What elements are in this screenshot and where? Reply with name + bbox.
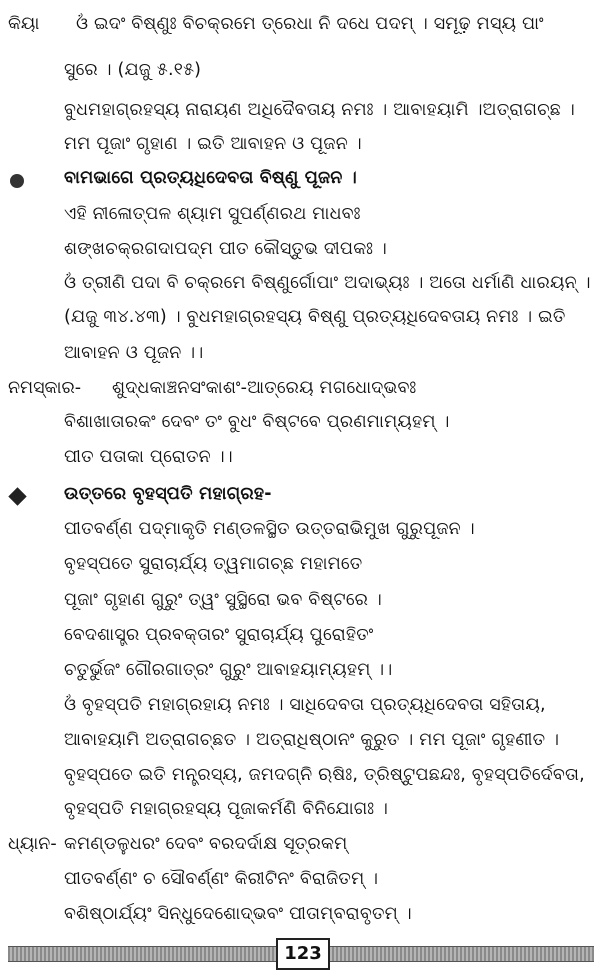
text-line: ମମ ପୂଜାଂ ଗୃହାଣ । ଇତି ଆବାହନ ଓ ପୂଜନ । — [64, 134, 362, 154]
text-line: ଏହି ନୀଳୋତ୍ପଳ ଶ୍ୟାମ ସୁପର୍ଣ୍ଣରଥ ମାଧବଃ — [64, 204, 361, 224]
text-line: ବୃହସ୍ପତେ ଇତି ମନ୍ତ୍ରସ୍ୟ, ଜମଦଗ୍ନି ଋଷିଃ, ତ୍ରିଷ୍ଟୁପଛନ୍ଦଃ, ବୃହସ୍ପତିର୍ଦେବତା, — [64, 765, 585, 785]
text-line: ଓଁ ତ୍ରୀଣି ପଦା ବି ଚକ୍ରମେ ବିଷ୍ଣୁର୍ଗୋପାଂ ଅଦାଭ୍ୟଃ । ଅତୋ ଧର୍ମାଣି ଧାରୟନ୍ । — [64, 273, 591, 293]
line-label: ଧ୍ୟାନ- — [8, 834, 57, 854]
text-line: ଶଙ୍ଖଚକ୍ରଗଦାପଦ୍ମ ପୀତ କୌସ୍ତୁଭ ଦୀପକଃ । — [64, 239, 387, 259]
text-line: ଓଁ ବୃହସ୍ପତି ମହାଗ୍ରହାୟ ନମଃ । ସାଧିଦେବତା ପ୍ରତ୍ୟଧିଦେବତା ସହିତାୟ, — [64, 695, 546, 715]
text-line: ବଶିଷ୍ଠାର୍ଯ୍ୟଂ ସିନ୍ଧୁଦେଶୋଦ୍ଭବଂ ପୀତାମ୍ବରାବୃତମ୍ । — [64, 904, 412, 924]
text-line: ପୀତବର୍ଣ୍ଣଂ ଚ ସୌବର୍ଣ୍ଣଂ କିରୀଟିନଂ ବିରାଜିତମ୍ । — [64, 869, 379, 889]
line-label: କିୟା — [8, 14, 40, 34]
text-line: ବୃହସ୍ପତି ମହାଗ୍ରହସ୍ୟ ପୂଜାକର୍ମଣି ବିନିଯୋଗଃ । — [64, 799, 389, 819]
text-line: ପୂଜାଂ ଗୃହାଣ ଗୁରୁଂ ତ୍ୱଂ ସୁସ୍ଥିରୋ ଭବ ବିଷ୍ଟରେ । — [64, 590, 382, 610]
text-line: ପୀତବର୍ଣ୍ଣ ପଦ୍ମାକୃତି ମଣ୍ଡଳସ୍ଥିତ ଉତ୍ତରାଭିମୁଖ ଗୁରୁପୂଜନ । — [64, 519, 475, 539]
section-heading: ଉତ୍ତରେ ବୃହସ୍ପତି ମହାଗ୍ରହ- — [64, 484, 272, 504]
line-label: ନମସ୍କାର- — [8, 378, 82, 398]
text-line: ବେଦଶାସ୍ତ୍ର ପ୍ରବକ୍ତାରଂ ସୁରାଚାର୍ଯ୍ୟ ପୁରୋହିତଂ — [64, 625, 374, 645]
text-line: ଆବାହୟାମି ଅତ୍ରାଗଚ୍ଛତ । ଅତ୍ରାଧିଷ୍ଠାନଂ କୁରୁତ । ମମ ପୂଜାଂ ଗୃହଣୀତ । — [64, 730, 560, 750]
text-line: ଆବାହନ ଓ ପୂଜନ ।। — [64, 343, 204, 363]
page-number: 123 — [276, 938, 330, 970]
text-line: ଶୁଦ୍ଧକାଞ୍ଚନସଂକାଶଂ-ଆତ୍ରେୟ ମଗଧୋଦ୍ଭବଃ — [112, 378, 417, 398]
text-line: ବିଶାଖାତାରକଂ ଦେବଂ ତଂ ବୁଧଂ ବିଷ୍ଟବେ ପ୍ରଣମାମ୍ୟହମ୍ । — [64, 412, 450, 432]
text-line: କମଣ୍ଡଳୁଧରଂ ଦେବଂ ବରଦର୍ଦାକ୍ଷ ସୂତ୍ରକମ୍ — [64, 834, 348, 854]
section-heading: ବାମଭାଗେ ପ୍ରତ୍ୟଧିଦେବତା ବିଷ୍ଣୁ ପୂଜନ । — [64, 168, 357, 188]
circle-bullet-icon — [10, 174, 24, 188]
text-line: ଚତୁର୍ଭୁଜଂ ଗୌରଗାତ୍ରଂ ଗୁରୁଂ ଆବାହୟାମ୍ୟହମ୍ ।। — [64, 660, 393, 680]
text-line: ସୁରେ । (ଯଜୁ ୫.୧୫) — [64, 60, 202, 80]
text-line: ବୁଧମହାଗ୍ରହସ୍ୟ ନାରାୟଣ ଅଧିଦୈବତାୟ ନମଃ । ଆବାହୟାମି ।ଅତ୍ରାଗଚ୍ଛ । — [64, 100, 575, 120]
text-line: (ଯଜୁ ୩୪.୪୩) । ବୁଧମହାଗ୍ରହସ୍ୟ ବିଷ୍ଣୁ ପ୍ରତ୍ୟଧିଦେବତାୟ ନମଃ । ଇତି — [64, 307, 566, 327]
text-line: ପୀତ ପତାକା ପ୍ରୋତନ ।। — [64, 447, 233, 467]
diamond-bullet-icon — [8, 487, 26, 505]
text-line: ଓଁ ଇଦଂ ବିଷ୍ଣୁଃ ବିଚକ୍ରମେ ତ୍ରେଧା ନି ଦଧେ ପଦମ୍ । ସମୂଢ଼ ମସ୍ୟ ପାଂ — [76, 14, 544, 34]
text-line: ବୃହସ୍ପତେ ସୁରାଚାର୍ଯ୍ୟ ତ୍ୱମାଗଚ୍ଛ ମହାମତେ — [64, 554, 363, 574]
